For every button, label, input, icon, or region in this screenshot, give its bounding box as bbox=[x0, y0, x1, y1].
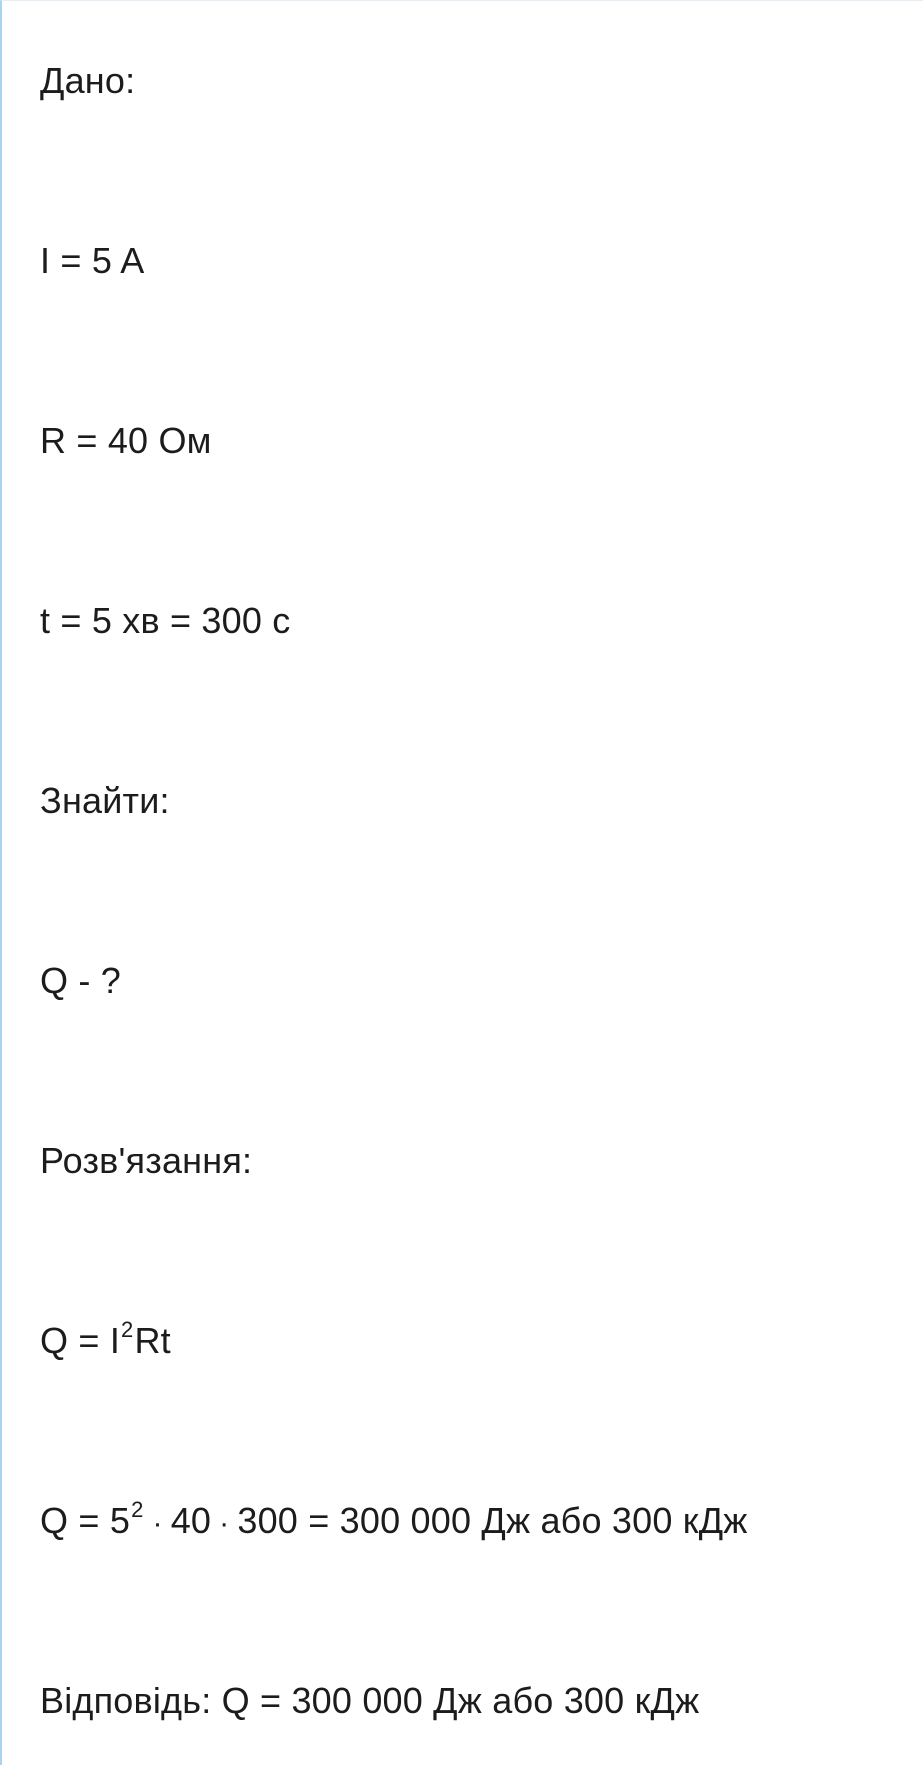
find-unknown: Q - ? bbox=[40, 960, 122, 1001]
calc-lhs: Q = 5 bbox=[40, 1500, 131, 1541]
calc-exponent: 2 bbox=[131, 1497, 144, 1522]
formula-line bbox=[40, 1319, 171, 1368]
formula-lhs: Q = I bbox=[40, 1320, 121, 1361]
given-heading: Дано: bbox=[40, 60, 136, 101]
given-resistance: R = 40 Ом bbox=[40, 420, 212, 461]
formula-exponent: 2 bbox=[121, 1317, 134, 1342]
given-current: I = 5 A bbox=[40, 240, 145, 281]
answer-line: Відповідь: Q = 300 000 Дж або 300 кДж bbox=[40, 1680, 700, 1721]
find-heading: Знайти: bbox=[40, 780, 170, 821]
calc-dot-2: · bbox=[219, 1507, 230, 1540]
calc-dot-1: · bbox=[152, 1507, 163, 1540]
calc-value-2: 300 = 300 000 Дж або 300 кДж bbox=[237, 1500, 748, 1541]
calculation-line bbox=[40, 1499, 748, 1548]
calc-value-1: 40 bbox=[170, 1500, 212, 1541]
solution-heading: Розв'язання: bbox=[40, 1140, 253, 1181]
formula-rhs: Rt bbox=[134, 1320, 171, 1361]
given-time: t = 5 хв = 300 с bbox=[40, 600, 291, 641]
